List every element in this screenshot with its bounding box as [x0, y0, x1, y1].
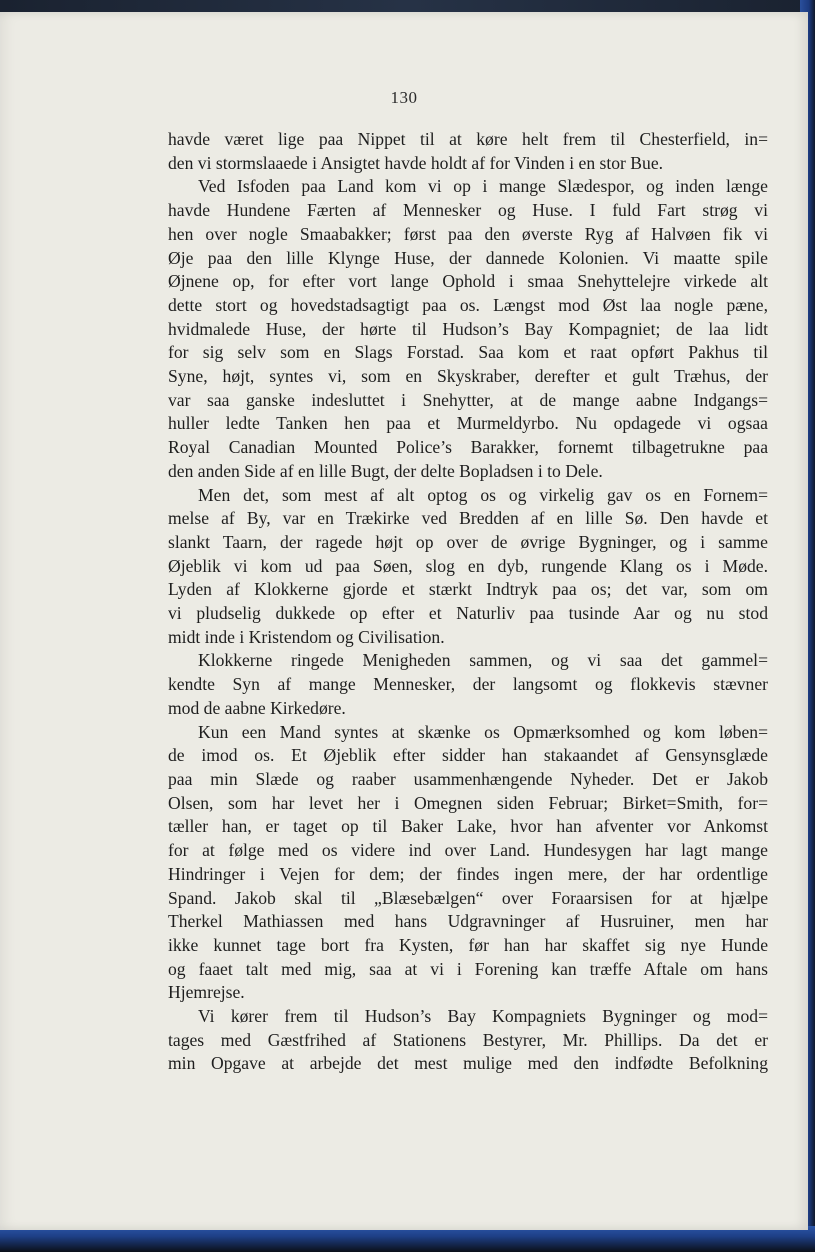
- text-line: Øjnene op, for efter vort lange Ophold i smaa Snehyttelejre virkede alt: [168, 271, 768, 292]
- text-line: Vi kører frem til Hudson’s Bay Kompagniets Bygninger og mod=: [198, 1006, 768, 1027]
- text-line: tæller han, er taget op til Baker Lake, hvor han afventer vor Ankomst: [168, 816, 768, 837]
- text-line: Ved Isfoden paa Land kom vi op i mange Slædespor, og inden længe: [198, 176, 768, 197]
- text-line: paa min Slæde og raaber usammenhængende Nyheder. Det er Jakob: [168, 768, 768, 789]
- text-line: min Opgave at arbejde det mest mulige med den indfødte Befolkning: [168, 1053, 768, 1074]
- text-line: kendte Syn af mange Mennesker, der langsomt og flokkevis stævner: [168, 674, 768, 695]
- text-line: Therkel Mathiassen med hans Udgravninger af Husruiner, men har: [168, 911, 768, 932]
- text-line: de imod os. Et Øjeblik efter sidder han stakaandet af Gensynsglæde: [168, 745, 768, 766]
- text-line: dette stort og hovedstadsagtigt paa os. Længst mod Øst laa nogle pæne,: [168, 294, 768, 315]
- text-line: midt inde i Kristendom og Civilisation.: [168, 626, 445, 647]
- body-text: [168, 128, 768, 1076]
- text-line: Spand. Jakob skal til „Blæsebælgen“ over Foraarsisen for at hjælpe: [168, 887, 768, 908]
- text-line: Øjeblik vi kom ud paa Søen, slog en dyb, rungende Klang os i Møde.: [168, 555, 768, 576]
- text-line: vi pludselig dukkede op efter et Naturliv paa tusinde Aar og nu stod: [168, 603, 768, 624]
- text-line: var saa ganske indesluttet i Snehytter, at de mange aabne Indgangs=: [168, 389, 768, 410]
- text-line: mod de aabne Kirkedøre.: [168, 697, 346, 718]
- text-line: tages med Gæstfrihed af Stationens Bestyrer, Mr. Phillips. Da det er: [168, 1029, 768, 1050]
- text-line: Men det, som mest af alt optog os og virkelig gav os en Fornem=: [198, 484, 768, 505]
- text-line: hvidmalede Huse, der hørte til Hudson’s Bay Kompagniet; de laa lidt: [168, 318, 768, 339]
- text-line: Royal Canadian Mounted Police’s Barakker, fornemt tilbagetrukne paa: [168, 437, 768, 458]
- text-line: Øje paa den lille Klynge Huse, der dannede Kolonien. Vi maatte spile: [168, 247, 768, 268]
- text-line: den anden Side af en lille Bugt, der delte Bopladsen i to Dele.: [168, 460, 603, 481]
- text-line: Syne, højt, syntes vi, som en Skyskraber, derefter et gult Træhus, der: [168, 366, 768, 387]
- text-line: for at følge med os videre ind over Land. Hundesygen har lagt mange: [168, 840, 768, 861]
- text-line: og faaet talt med mig, saa at vi i Forening kan træffe Aftale om hans: [168, 958, 768, 979]
- text-line: Hjemrejse.: [168, 982, 245, 1003]
- text-line: huller ledte Tanken hen paa et Murmeldyrbo. Nu opdagede vi ogsaa: [168, 413, 768, 434]
- text-line: melse af By, var en Trækirke ved Bredden af en lille Sø. Den havde et: [168, 508, 768, 529]
- text-line: Kun een Mand syntes at skænke os Opmærksomhed og kom løben=: [198, 721, 768, 742]
- text-line: slankt Taarn, der ragede højt op over de øvrige Bygninger, og i samme: [168, 531, 768, 552]
- text-line: Klokkerne ringede Menigheden sammen, og vi saa det gammel=: [198, 650, 768, 671]
- text-line: hen over nogle Smaabakker; først paa den øverste Ryg af Halvøen fik vi: [168, 223, 768, 244]
- text-line: Hindringer i Vejen for dem; der findes ingen mere, der har ordentlige: [168, 863, 768, 884]
- text-line: Olsen, som har levet her i Omegnen siden Februar; Birket=Smith, for=: [168, 792, 768, 813]
- text-line: havde været lige paa Nippet til at køre helt frem til Chesterfield, in=: [168, 129, 768, 149]
- text-line: ikke kunnet tage bort fra Kysten, før han har skaffet sig nye Hunde: [168, 934, 768, 955]
- text-line: for sig selv som en Slags Forstad. Saa kom et raat opført Pakhus til: [168, 342, 768, 363]
- text-line: Lyden af Klokkerne gjorde et stærkt Indtryk paa os; det var, som om: [168, 579, 768, 600]
- page-number: 130: [390, 88, 418, 107]
- text-line: den vi stormslaaede i Ansigtet havde holdt af for Vinden i en stor Bue.: [168, 152, 664, 173]
- text-line: havde Hundene Færten af Mennesker og Huse. I fuld Fart strøg vi: [168, 200, 768, 221]
- book-page: [0, 12, 808, 1230]
